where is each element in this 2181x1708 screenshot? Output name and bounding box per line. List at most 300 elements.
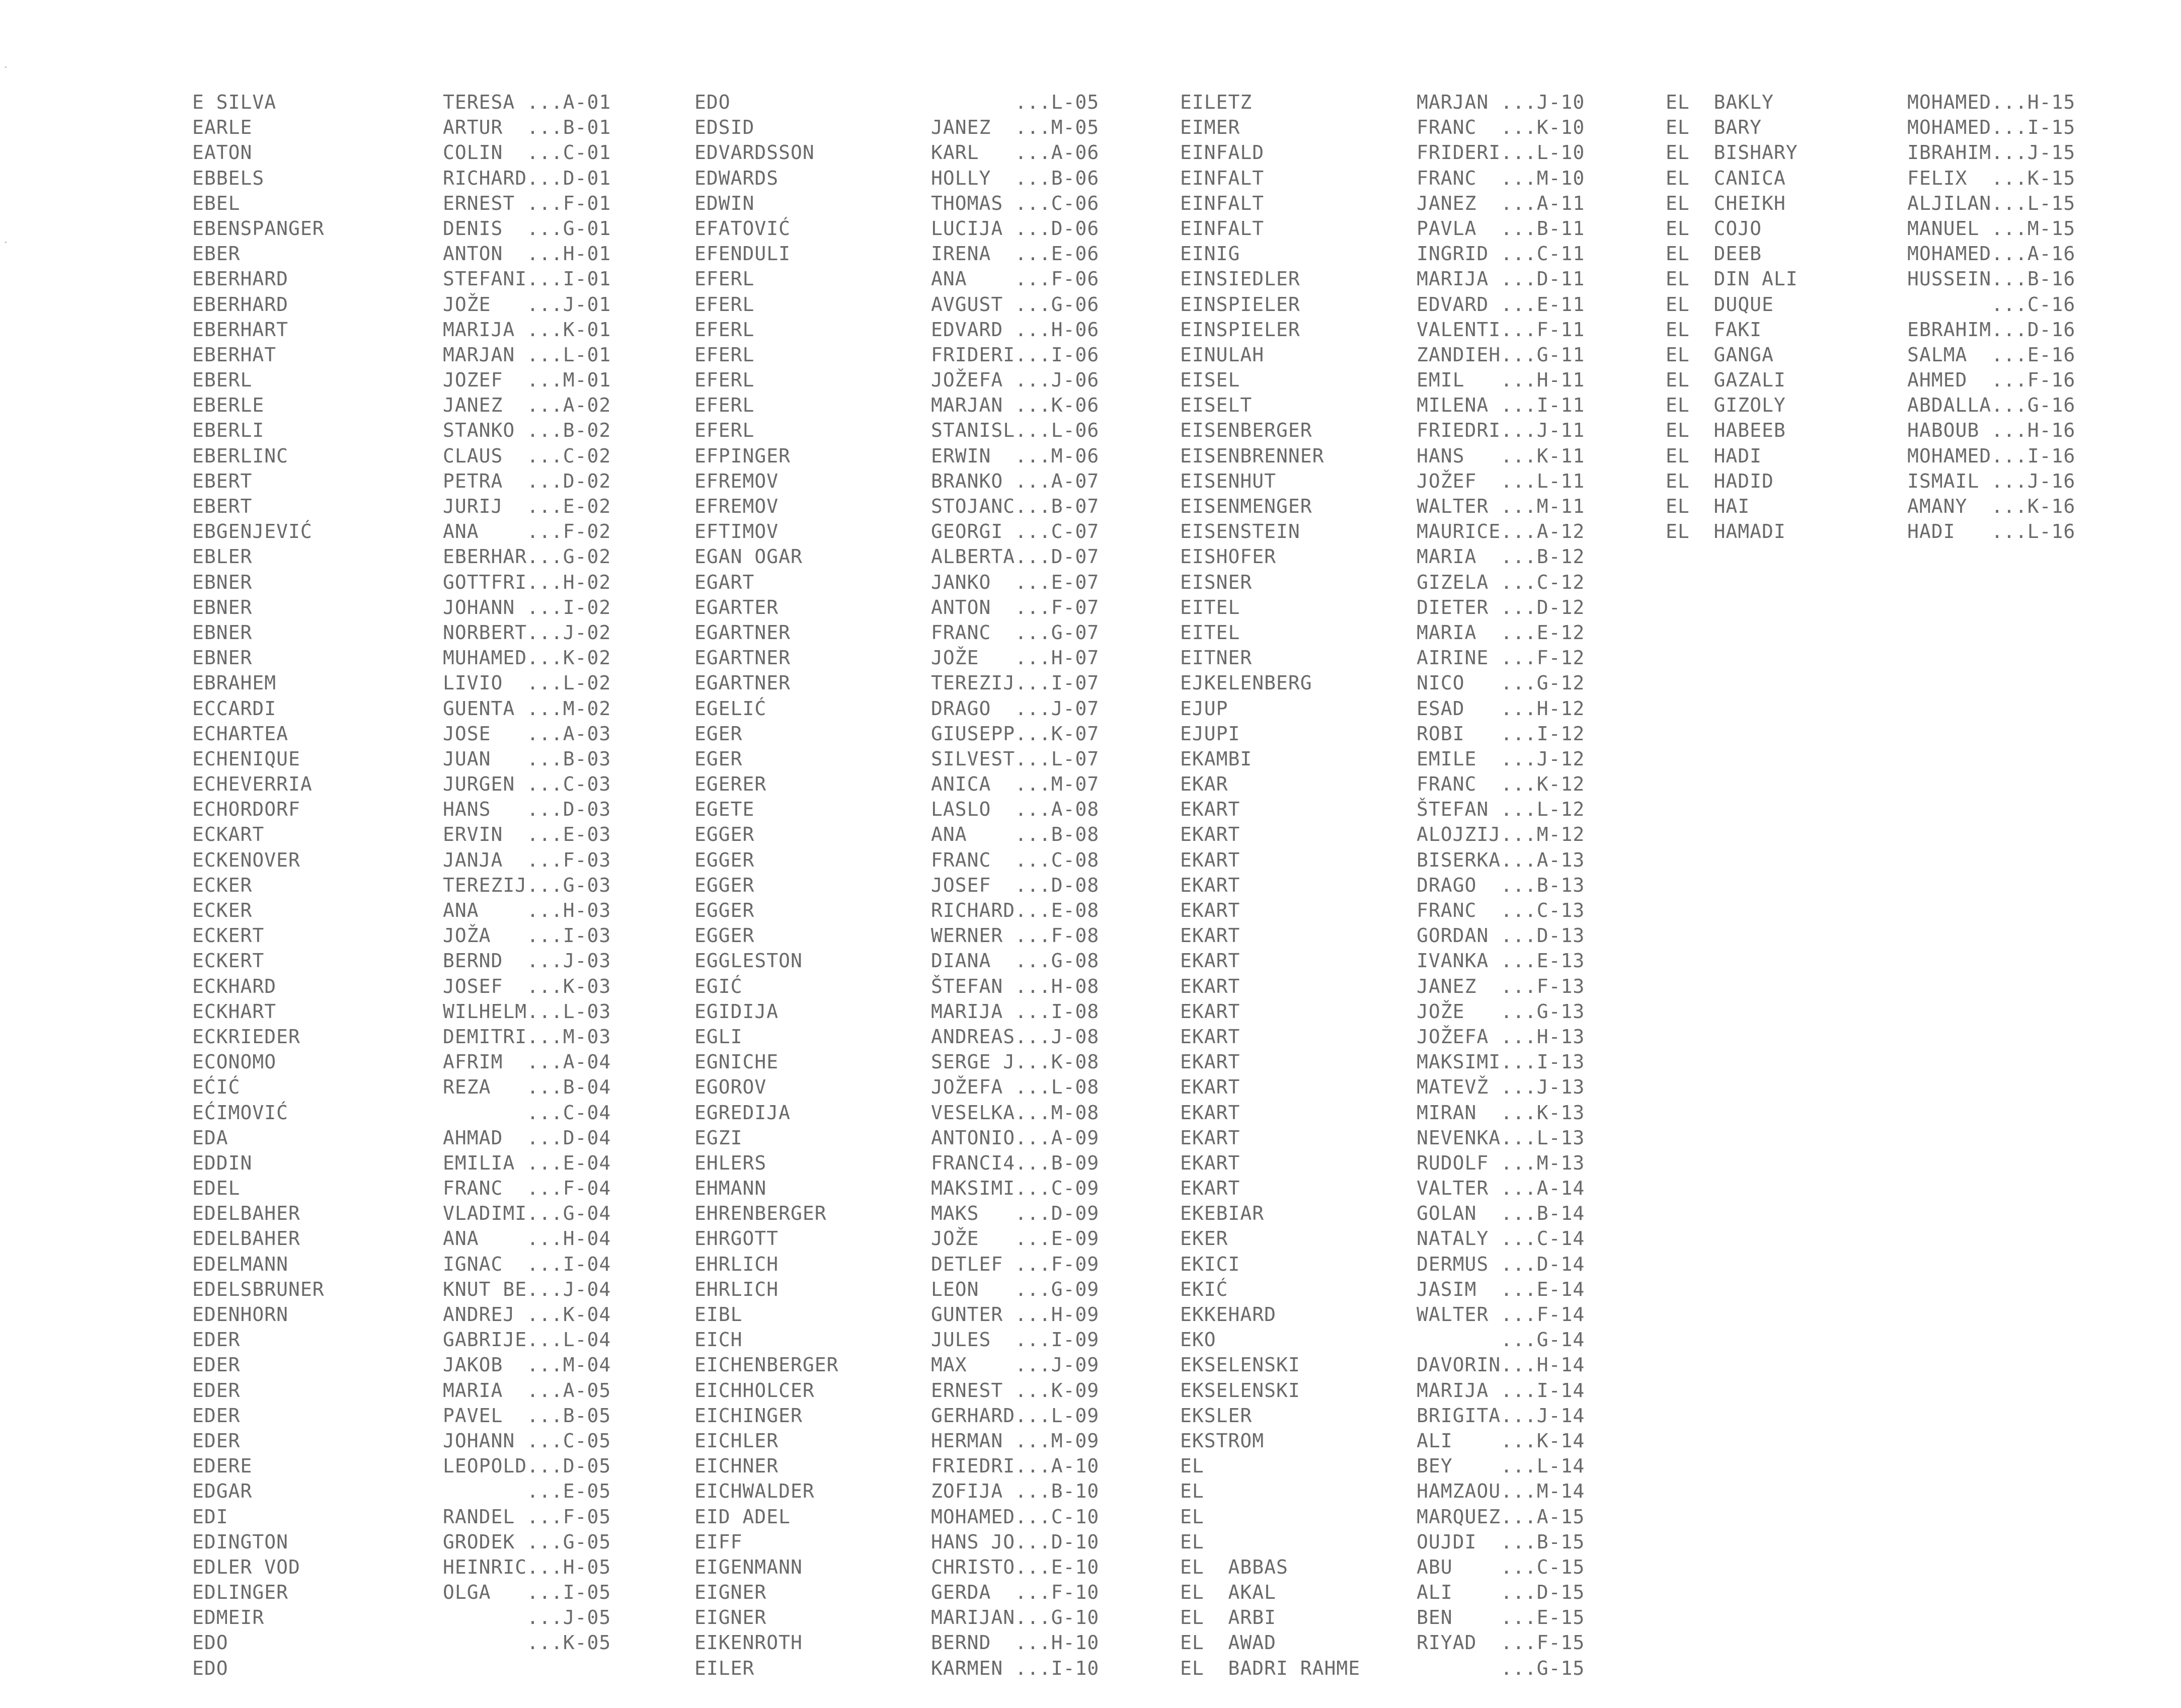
directory-entry: EBERLINC bbox=[192, 444, 289, 467]
directory-entry: EIKENROTH bbox=[694, 1632, 803, 1654]
directory-entry: STEFANI...I-01 bbox=[443, 268, 611, 290]
directory-entry: EDER bbox=[192, 1429, 241, 1452]
directory-entry: ...J-05 bbox=[443, 1606, 611, 1629]
directory-entry: MAKSIMI...C-09 bbox=[931, 1177, 1100, 1200]
directory-entry: EBENSPANGER bbox=[192, 217, 325, 240]
directory-entry: EKART bbox=[1180, 1177, 1240, 1200]
directory-entry: EGOROV bbox=[694, 1076, 767, 1099]
directory-entry: KNUT BE...J-04 bbox=[443, 1278, 611, 1300]
directory-entry: MOHAMED...I-16 bbox=[1907, 444, 2076, 467]
directory-entry: GOTTFRI...H-02 bbox=[443, 571, 611, 593]
directory-entry: EBNER bbox=[192, 571, 253, 593]
directory-entry: EINIG bbox=[1180, 243, 1240, 265]
directory-entry: EKART bbox=[1180, 950, 1240, 972]
directory-entry: EĆIĆ bbox=[192, 1076, 241, 1099]
directory-entry: EGER bbox=[694, 747, 743, 770]
directory-entry: JANJA ...F-03 bbox=[443, 848, 611, 871]
directory-entry: EMILE ...J-12 bbox=[1417, 747, 1585, 770]
directory-entry: GIUSEPP...K-07 bbox=[931, 722, 1100, 745]
directory-entry: EINSIEDLER bbox=[1180, 268, 1300, 290]
directory-entry: EKART bbox=[1180, 1025, 1240, 1048]
directory-entry: JOSEF ...K-03 bbox=[443, 975, 611, 997]
directory-entry: EKART bbox=[1180, 1076, 1240, 1099]
directory-entry: JANKO ...E-07 bbox=[931, 571, 1100, 593]
directory-entry: EĆIMOVIĆ bbox=[192, 1101, 289, 1124]
directory-entry: ERVIN ...E-03 bbox=[443, 823, 611, 846]
directory-entry: EGARTER bbox=[694, 596, 779, 618]
directory-entry: STANISL...L-06 bbox=[931, 419, 1100, 442]
directory-entry: EDELBAHER bbox=[192, 1202, 300, 1225]
directory-entry: EKART bbox=[1180, 874, 1240, 896]
directory-entry: EICHHOLCER bbox=[694, 1379, 815, 1402]
directory-entry: MARJAN ...K-06 bbox=[931, 394, 1100, 417]
directory-entry: EGGER bbox=[694, 899, 755, 921]
directory-entry: MAX ...J-09 bbox=[931, 1354, 1100, 1376]
directory-entry: EDVARD ...H-06 bbox=[931, 318, 1100, 341]
directory-entry: EISENMENGER bbox=[1180, 495, 1312, 517]
directory-entry: FRIDERI...L-10 bbox=[1417, 141, 1585, 164]
directory-entry: EHMANN bbox=[694, 1177, 767, 1200]
directory-entry: EGETE bbox=[694, 798, 755, 821]
directory-entry: INGRID ...C-11 bbox=[1417, 243, 1585, 265]
surname-column-4 bbox=[1666, 90, 1798, 544]
directory-entry: LIVIO ...L-02 bbox=[443, 672, 611, 694]
directory-entry: EKART bbox=[1180, 798, 1240, 821]
directory-entry: EL FAKI bbox=[1666, 318, 1762, 341]
directory-entry: EL AKAL bbox=[1180, 1581, 1277, 1604]
directory-entry: DEMITRI...M-03 bbox=[443, 1025, 611, 1048]
directory-entry: EIMER bbox=[1180, 116, 1240, 139]
directory-entry: SILVEST...L-07 bbox=[931, 747, 1100, 770]
directory-entry: EBRAHIM...D-16 bbox=[1907, 318, 2076, 341]
directory-entry: HEINRIC...H-05 bbox=[443, 1556, 611, 1578]
directory-entry: ECKERT bbox=[192, 950, 265, 972]
directory-entry: EDELMANN bbox=[192, 1253, 289, 1275]
directory-entry: WALTER ...M-11 bbox=[1417, 495, 1585, 517]
directory-entry: EDENHORN bbox=[192, 1303, 289, 1326]
directory-entry: FRANC ...M-10 bbox=[1417, 167, 1585, 189]
directory-entry: ECKENOVER bbox=[192, 848, 300, 871]
directory-entry: NATALY ...C-14 bbox=[1417, 1227, 1585, 1250]
directory-entry: JURIJ ...E-02 bbox=[443, 495, 611, 517]
directory-entry: JOŽEFA ...J-06 bbox=[931, 369, 1100, 392]
directory-entry: EGER bbox=[694, 722, 743, 745]
directory-entry: MARJAN ...L-01 bbox=[443, 343, 611, 366]
directory-entry: EL DEEB bbox=[1666, 243, 1762, 265]
directory-entry: EDLER VOD bbox=[192, 1556, 300, 1578]
directory-entry: ECKHARD bbox=[192, 975, 277, 997]
directory-entry: EKART bbox=[1180, 1000, 1240, 1023]
directory-entry: STOJANC...B-07 bbox=[931, 495, 1100, 517]
directory-entry: VALENTI...F-11 bbox=[1417, 318, 1585, 341]
directory-entry: NICO ...G-12 bbox=[1417, 672, 1585, 694]
directory-entry: EGARTNER bbox=[694, 672, 791, 694]
directory-entry: EISENHUT bbox=[1180, 470, 1277, 492]
directory-entry: ...G-14 bbox=[1417, 1329, 1585, 1351]
directory-entry: EKART bbox=[1180, 848, 1240, 871]
directory-entry: ESAD ...H-12 bbox=[1417, 697, 1585, 720]
directory-entry: FRANC ...K-12 bbox=[1417, 773, 1585, 796]
directory-entry: EIGNER bbox=[694, 1606, 767, 1629]
directory-entry: BERND ...J-03 bbox=[443, 950, 611, 972]
directory-entry: EINULAH bbox=[1180, 343, 1265, 366]
directory-entry: EDVARD ...E-11 bbox=[1417, 293, 1585, 316]
directory-entry: REZA ...B-04 bbox=[443, 1076, 611, 1099]
directory-entry: EL HADID bbox=[1666, 470, 1774, 492]
directory-entry: MOHAMED...I-15 bbox=[1907, 116, 2076, 139]
directory-entry: EDER bbox=[192, 1354, 241, 1376]
directory-entry: MILENA ...I-11 bbox=[1417, 394, 1585, 417]
directory-entry: ECKHART bbox=[192, 1000, 277, 1023]
directory-entry: EBBELS bbox=[192, 167, 265, 189]
directory-entry: EISNER bbox=[1180, 571, 1253, 593]
directory-entry: ECHARTEA bbox=[192, 722, 289, 745]
directory-entry: WALTER ...F-14 bbox=[1417, 1303, 1585, 1326]
directory-entry: ECHORDORF bbox=[192, 798, 300, 821]
directory-entry: EDO bbox=[192, 1657, 228, 1679]
directory-entry: EFREMOV bbox=[694, 470, 779, 492]
directory-entry: EDA bbox=[192, 1126, 228, 1149]
directory-entry: EL GAZALI bbox=[1666, 369, 1786, 392]
directory-entry: EFTIMOV bbox=[694, 520, 779, 543]
directory-entry: EL DIN ALI bbox=[1666, 268, 1798, 290]
directory-entry: EFPINGER bbox=[694, 444, 791, 467]
directory-entry: OUJDI ...B-15 bbox=[1417, 1530, 1585, 1553]
directory-entry: ALBERTA...D-07 bbox=[931, 546, 1100, 568]
directory-entry: VLADIMI...G-04 bbox=[443, 1202, 611, 1225]
directory-entry: EKART bbox=[1180, 1101, 1240, 1124]
directory-entry: EKER bbox=[1180, 1227, 1228, 1250]
directory-entry: EIFF bbox=[694, 1530, 743, 1553]
directory-entry: FRANC ...C-08 bbox=[931, 848, 1100, 871]
directory-entry: GORDAN ...D-13 bbox=[1417, 924, 1585, 947]
directory-entry: EDER bbox=[192, 1329, 241, 1351]
directory-entry: EJUP bbox=[1180, 697, 1228, 720]
directory-entry: ANA ...F-02 bbox=[443, 520, 611, 543]
directory-entry: EGGER bbox=[694, 924, 755, 947]
directory-entry: ALI ...D-15 bbox=[1417, 1581, 1585, 1604]
directory-entry: MIRAN ...K-13 bbox=[1417, 1101, 1585, 1124]
directory-entry: EINSPIELER bbox=[1180, 293, 1300, 316]
directory-entry: EL CHEIKH bbox=[1666, 192, 1786, 214]
directory-entry: EMIL ...H-11 bbox=[1417, 369, 1585, 392]
directory-entry: ABU ...C-15 bbox=[1417, 1556, 1585, 1578]
directory-entry: MARIJA ...I-08 bbox=[931, 1000, 1100, 1023]
directory-entry: FRANCI4...B-09 bbox=[931, 1151, 1100, 1174]
directory-entry: HABOUB ...H-16 bbox=[1907, 419, 2076, 442]
directory-entry: FELIX ...K-15 bbox=[1907, 167, 2076, 189]
directory-entry: MUHAMED...K-02 bbox=[443, 647, 611, 669]
directory-entry: EL DUQUE bbox=[1666, 293, 1774, 316]
directory-entry: MATEVŽ ...J-13 bbox=[1417, 1076, 1585, 1099]
directory-entry: JAKOB ...M-04 bbox=[443, 1354, 611, 1376]
directory-entry: DRAGO ...B-13 bbox=[1417, 874, 1585, 896]
directory-entry: DRAGO ...J-07 bbox=[931, 697, 1100, 720]
directory-entry: KARMEN ...I-10 bbox=[931, 1657, 1100, 1679]
directory-entry: STANKO ...B-02 bbox=[443, 419, 611, 442]
directory-entry: HANS ...D-03 bbox=[443, 798, 611, 821]
directory-entry: EISENBERGER bbox=[1180, 419, 1312, 442]
directory-entry: EHRGOTT bbox=[694, 1227, 779, 1250]
directory-entry: MARIJAN...G-10 bbox=[931, 1606, 1100, 1629]
directory-entry: EGGER bbox=[694, 874, 755, 896]
directory-entry: EKKEHARD bbox=[1180, 1303, 1277, 1326]
directory-entry: LUCIJA ...D-06 bbox=[931, 217, 1100, 240]
directory-entry: EDER bbox=[192, 1404, 241, 1427]
directory-entry: EL BARY bbox=[1666, 116, 1762, 139]
directory-entry: ECONOMO bbox=[192, 1051, 277, 1073]
directory-entry: LEOPOLD...D-05 bbox=[443, 1455, 611, 1478]
directory-entry: ANA ...B-08 bbox=[931, 823, 1100, 846]
directory-entry: EJKELENBERG bbox=[1180, 672, 1312, 694]
given-name-code-column-2 bbox=[931, 90, 1099, 1681]
directory-entry: MAKSIMI...I-13 bbox=[1417, 1051, 1585, 1073]
directory-entry: EATON bbox=[192, 141, 253, 164]
directory-entry: EBGENJEVIĆ bbox=[192, 520, 313, 543]
directory-entry: EDER bbox=[192, 1379, 241, 1402]
directory-entry: ALJILAN...L-15 bbox=[1907, 192, 2076, 214]
directory-entry: JANEZ ...M-05 bbox=[931, 116, 1100, 139]
directory-entry: EFERL bbox=[694, 293, 755, 316]
directory-entry: EINFALT bbox=[1180, 192, 1265, 214]
directory-entry: GRODEK ...G-05 bbox=[443, 1530, 611, 1553]
directory-entry: MAKS ...D-09 bbox=[931, 1202, 1100, 1225]
directory-entry: EL COJO bbox=[1666, 217, 1762, 240]
directory-entry: EBERT bbox=[192, 495, 253, 517]
directory-entry: EL BAKLY bbox=[1666, 91, 1774, 113]
directory-entry: ANTON ...F-07 bbox=[931, 596, 1100, 618]
directory-entry: ŠTEFAN ...H-08 bbox=[931, 975, 1100, 997]
directory-entry: EKSELENSKI bbox=[1180, 1354, 1300, 1376]
directory-entry: EIBL bbox=[694, 1303, 743, 1326]
directory-entry: EKART bbox=[1180, 1126, 1240, 1149]
directory-entry: WILHELM...L-03 bbox=[443, 1000, 611, 1023]
directory-entry: EIGENMANN bbox=[694, 1556, 803, 1578]
directory-entry: HANS ...K-11 bbox=[1417, 444, 1585, 467]
directory-entry: DAVORIN...H-14 bbox=[1417, 1354, 1585, 1376]
directory-entry: EDO bbox=[694, 91, 731, 113]
directory-entry: VESELKA...M-08 bbox=[931, 1101, 1100, 1124]
directory-entry: EKAR bbox=[1180, 773, 1228, 796]
directory-entry: EDDIN bbox=[192, 1151, 253, 1174]
surname-column-2 bbox=[694, 90, 839, 1681]
surname-column-1 bbox=[192, 90, 325, 1681]
directory-entry: JOŽE ...H-07 bbox=[931, 647, 1100, 669]
directory-entry: EFENDULI bbox=[694, 243, 791, 265]
directory-entry: EINFALT bbox=[1180, 167, 1265, 189]
directory-entry: EITNER bbox=[1180, 647, 1253, 669]
directory-entry: JOŽEFA ...L-08 bbox=[931, 1076, 1100, 1099]
directory-entry: MARIA ...E-12 bbox=[1417, 621, 1585, 644]
directory-entry: KARL ...A-06 bbox=[931, 141, 1100, 164]
directory-entry: EL HABEEB bbox=[1666, 419, 1786, 442]
directory-entry: NORBERT...J-02 bbox=[443, 621, 611, 644]
directory-entry: EGARTNER bbox=[694, 621, 791, 644]
directory-entry: EBERHARD bbox=[192, 268, 289, 290]
directory-entry: EILER bbox=[694, 1657, 755, 1679]
directory-entry: ...E-05 bbox=[443, 1480, 611, 1503]
directory-entry: GERDA ...F-10 bbox=[931, 1581, 1100, 1604]
directory-entry: EBERT bbox=[192, 470, 253, 492]
directory-entry: ECHENIQUE bbox=[192, 747, 300, 770]
directory-entry: EILETZ bbox=[1180, 91, 1253, 113]
directory-entry: AFRIM ...A-04 bbox=[443, 1051, 611, 1073]
directory-entry: ECKER bbox=[192, 899, 253, 921]
directory-entry: TEREZIJ...G-03 bbox=[443, 874, 611, 896]
surname-column-3 bbox=[1180, 90, 1360, 1681]
directory-entry: JOSE ...A-03 bbox=[443, 722, 611, 745]
directory-entry: ECHEVERRIA bbox=[192, 773, 313, 796]
directory-entry: EL bbox=[1180, 1480, 1204, 1503]
directory-entry: EBERHARD bbox=[192, 293, 289, 316]
directory-entry: JOHANN ...I-02 bbox=[443, 596, 611, 618]
directory-entry: GUENTA ...M-02 bbox=[443, 697, 611, 720]
directory-entry: EBERLE bbox=[192, 394, 265, 417]
directory-entry: AHMAD ...D-04 bbox=[443, 1126, 611, 1149]
directory-entry: EBRAHEM bbox=[192, 672, 277, 694]
directory-entry: ROBI ...I-12 bbox=[1417, 722, 1585, 745]
directory-entry: EDELBAHER bbox=[192, 1227, 300, 1250]
directory-entry: MARIA ...A-05 bbox=[443, 1379, 611, 1402]
directory-entry: EDEL bbox=[192, 1177, 241, 1200]
directory-entry: ERNEST ...F-01 bbox=[443, 192, 611, 214]
directory-entry: EGIDIJA bbox=[694, 1000, 779, 1023]
directory-entry: EHLERS bbox=[694, 1151, 767, 1174]
directory-entry: GOLAN ...B-14 bbox=[1417, 1202, 1585, 1225]
directory-entry: EGZI bbox=[694, 1126, 743, 1149]
directory-entry: EFERL bbox=[694, 268, 755, 290]
directory-entry: EKART bbox=[1180, 1051, 1240, 1073]
directory-entry: DIETER ...D-12 bbox=[1417, 596, 1585, 618]
directory-entry: ISMAIL ...J-16 bbox=[1907, 470, 2076, 492]
directory-entry: EBNER bbox=[192, 596, 253, 618]
directory-entry: HADI ...L-16 bbox=[1907, 520, 2076, 543]
directory-entry: JULES ...I-09 bbox=[931, 1329, 1100, 1351]
directory-entry: EL HAMADI bbox=[1666, 520, 1786, 543]
directory-entry: JOŽE ...J-01 bbox=[443, 293, 611, 316]
directory-entry: GEORGI ...C-07 bbox=[931, 520, 1100, 543]
directory-entry: JOŽE ...G-13 bbox=[1417, 1000, 1585, 1023]
directory-entry: EJUPI bbox=[1180, 722, 1240, 745]
directory-entry: BRANKO ...A-07 bbox=[931, 470, 1100, 492]
directory-entry: FRANC ...G-07 bbox=[931, 621, 1100, 644]
directory-entry: ANTONIO...A-09 bbox=[931, 1126, 1100, 1149]
directory-entry: CLAUS ...C-02 bbox=[443, 444, 611, 467]
directory-entry: EHRLICH bbox=[694, 1278, 779, 1300]
directory-entry: FRANC ...F-04 bbox=[443, 1177, 611, 1200]
directory-entry: EDELSBRUNER bbox=[192, 1278, 325, 1300]
directory-entry: EGNICHE bbox=[694, 1051, 779, 1073]
directory-entry: LEON ...G-09 bbox=[931, 1278, 1100, 1300]
directory-entry: JOŽA ...I-03 bbox=[443, 924, 611, 947]
directory-entry: FRIEDRI...A-10 bbox=[931, 1455, 1100, 1478]
directory-entry: EDWARDS bbox=[694, 167, 779, 189]
directory-entry: AHMED ...F-16 bbox=[1907, 369, 2076, 392]
directory-entry: RIYAD ...F-15 bbox=[1417, 1632, 1585, 1654]
directory-entry: FRANC ...K-10 bbox=[1417, 116, 1585, 139]
directory-entry: ABDALLA...G-16 bbox=[1907, 394, 2076, 417]
directory-entry: EARLE bbox=[192, 116, 253, 139]
directory-entry: BEY ...L-14 bbox=[1417, 1455, 1585, 1478]
directory-entry: EINFALD bbox=[1180, 141, 1265, 164]
directory-entry: EDINGTON bbox=[192, 1530, 289, 1553]
directory-entry: ANA ...F-06 bbox=[931, 268, 1100, 290]
directory-entry: THOMAS ...C-06 bbox=[931, 192, 1100, 214]
directory-entry: FRIEDRI...J-11 bbox=[1417, 419, 1585, 442]
directory-entry: EKART bbox=[1180, 899, 1240, 921]
directory-entry: ANA ...H-04 bbox=[443, 1227, 611, 1250]
directory-entry: JOHANN ...C-05 bbox=[443, 1429, 611, 1452]
directory-entry: SERGE J...K-08 bbox=[931, 1051, 1100, 1073]
directory-entry: EKART bbox=[1180, 975, 1240, 997]
directory-entry: MANUEL ...M-15 bbox=[1907, 217, 2076, 240]
directory-entry: ANA ...H-03 bbox=[443, 899, 611, 921]
directory-entry: BEN ...E-15 bbox=[1417, 1606, 1585, 1629]
directory-entry: EFERL bbox=[694, 394, 755, 417]
directory-entry: EBERL bbox=[192, 369, 253, 392]
directory-entry: ARTUR ...B-01 bbox=[443, 116, 611, 139]
directory-entry: EGERER bbox=[694, 773, 767, 796]
directory-entry: ...G-15 bbox=[1417, 1657, 1585, 1679]
directory-entry: ECKART bbox=[192, 823, 265, 846]
directory-entry: JOZEF ...M-01 bbox=[443, 369, 611, 392]
directory-entry: DENIS ...G-01 bbox=[443, 217, 611, 240]
directory-entry: JASIM ...E-14 bbox=[1417, 1278, 1585, 1300]
directory-entry: HERMAN ...M-09 bbox=[931, 1429, 1100, 1452]
directory-entry: EHRLICH bbox=[694, 1253, 779, 1275]
directory-entry: EBER bbox=[192, 243, 241, 265]
directory-entry: MARQUEZ...A-15 bbox=[1417, 1505, 1585, 1528]
directory-entry: ANICA ...M-07 bbox=[931, 773, 1100, 796]
directory-entry: LASLO ...A-08 bbox=[931, 798, 1100, 821]
directory-entry: EICHNER bbox=[694, 1455, 779, 1478]
directory-entry: EISEL bbox=[1180, 369, 1240, 392]
directory-entry: JOSEF ...D-08 bbox=[931, 874, 1100, 896]
directory-entry: EGIĆ bbox=[694, 975, 743, 997]
directory-entry: ECKER bbox=[192, 874, 253, 896]
directory-entry: EGLI bbox=[694, 1025, 743, 1048]
directory-entry: EBEL bbox=[192, 192, 241, 214]
directory-entry: ECCARDI bbox=[192, 697, 277, 720]
directory-entry: JURGEN ...C-03 bbox=[443, 773, 611, 796]
directory-entry: EDO bbox=[192, 1632, 228, 1654]
directory-entry: MOHAMED...C-10 bbox=[931, 1505, 1100, 1528]
directory-entry: EBERLI bbox=[192, 419, 265, 442]
directory-entry: ECKERT bbox=[192, 924, 265, 947]
directory-entry: EKIĆ bbox=[1180, 1278, 1228, 1300]
directory-entry: FRANC ...C-13 bbox=[1417, 899, 1585, 921]
directory-entry: GIZELA ...C-12 bbox=[1417, 571, 1585, 593]
directory-entry: EMILIA ...E-04 bbox=[443, 1151, 611, 1174]
directory-entry: EISENBRENNER bbox=[1180, 444, 1325, 467]
directory-entry: ALI ...K-14 bbox=[1417, 1429, 1585, 1452]
directory-entry: EDI bbox=[192, 1505, 228, 1528]
directory-entry: EFERL bbox=[694, 369, 755, 392]
directory-entry: EL bbox=[1180, 1455, 1204, 1478]
directory-entry: GERHARD...L-09 bbox=[931, 1404, 1100, 1427]
directory-entry: EGART bbox=[694, 571, 755, 593]
directory-entry: JANEZ ...A-02 bbox=[443, 394, 611, 417]
directory-entry: EID ADEL bbox=[694, 1505, 791, 1528]
directory-entry: EBNER bbox=[192, 647, 253, 669]
directory-entry: EL ARBI bbox=[1180, 1606, 1277, 1629]
directory-entry: EISHOFER bbox=[1180, 546, 1277, 568]
directory-entry: PAVLA ...B-11 bbox=[1417, 217, 1585, 240]
directory-entry: MAURICE...A-12 bbox=[1417, 520, 1585, 543]
directory-entry: JANEZ ...A-11 bbox=[1417, 192, 1585, 214]
directory-entry: AMANY ...K-16 bbox=[1907, 495, 2076, 517]
given-name-code-column-1 bbox=[443, 90, 611, 1656]
